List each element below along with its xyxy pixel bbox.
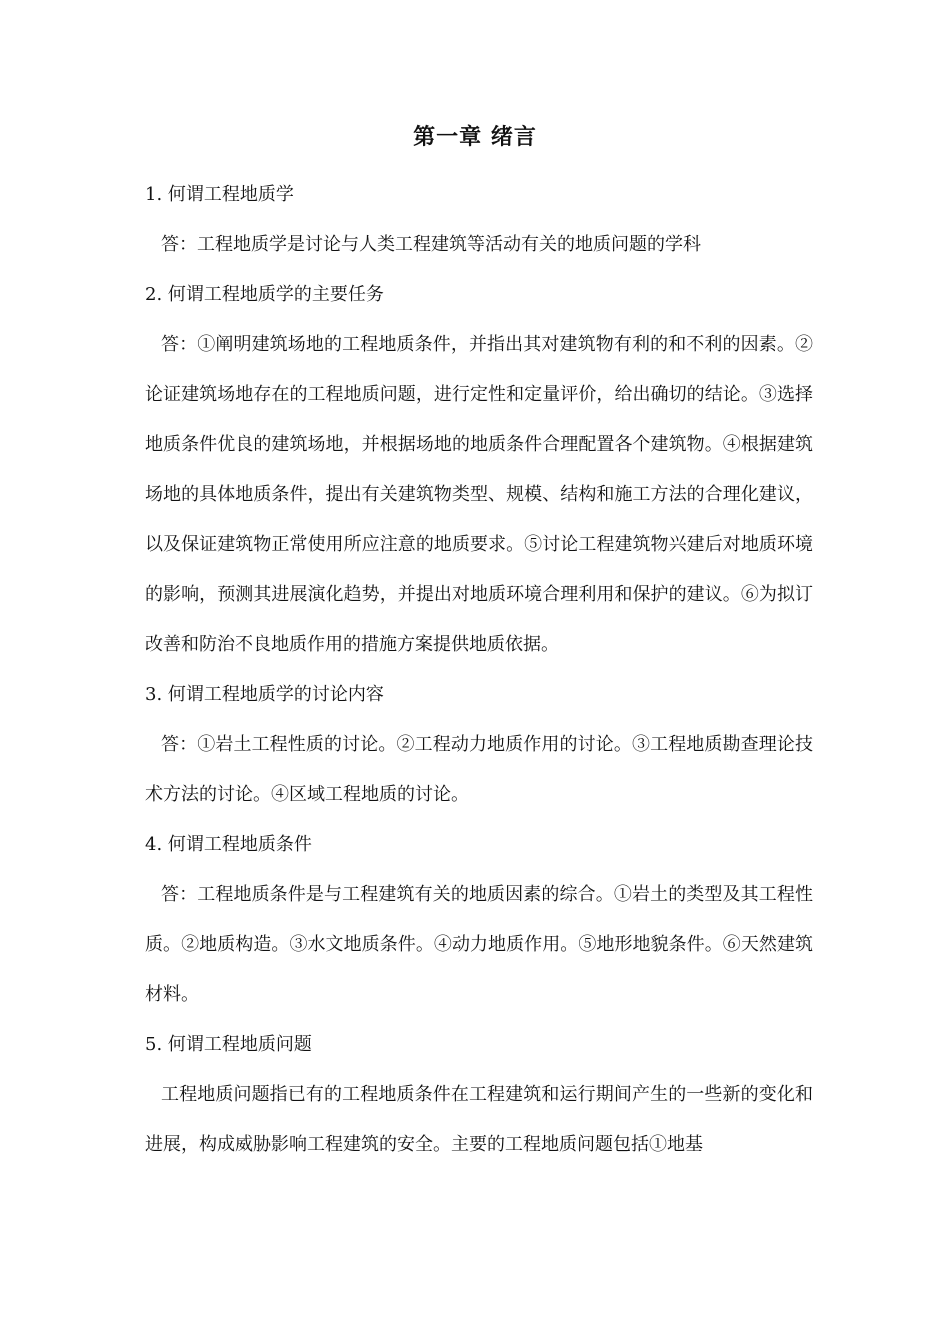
answer-1: 答：工程地质学是讨论与人类工程建筑等活动有关的地质问题的学科 — [161, 234, 701, 255]
answer-5: 工程地质问题指已有的工程地质条件在工程建筑和运行期间产生的一些新的变化和进展，构成威胁影响工程建筑的安全。主要的工程地质问题包括①地基 — [145, 1084, 813, 1155]
question-4: 4. 何谓工程地质条件 — [145, 834, 312, 855]
question-2: 2. 何谓工程地质学的主要任务 — [145, 284, 384, 305]
question-1: 1. 何谓工程地质学 — [145, 184, 294, 205]
document-body — [145, 170, 813, 1170]
qa-section-2 — [145, 270, 813, 670]
qa-section-3 — [145, 670, 813, 820]
qa-section-5 — [145, 1020, 813, 1170]
answer-3: 答：①岩土工程性质的讨论。②工程动力地质作用的讨论。③工程地质勘查理论技术方法的讨论。④区域工程地质的讨论。 — [145, 734, 813, 805]
question-3: 3. 何谓工程地质学的讨论内容 — [145, 684, 384, 705]
qa-section-1 — [145, 170, 813, 270]
question-5: 5. 何谓工程地质问题 — [145, 1034, 312, 1055]
answer-4: 答：工程地质条件是与工程建筑有关的地质因素的综合。①岩土的类型及其工程性质。②地质构造。③水文地质条件。④动力地质作用。⑤地形地貌条件。⑥天然建筑材料。 — [145, 884, 813, 1005]
qa-section-4 — [145, 820, 813, 1020]
answer-2: 答：①阐明建筑场地的工程地质条件，并指出其对建筑物有利的和不利的因素。②论证建筑场地存在的工程地质问题，进行定性和定量评价，给出确切的结论。③选择地质条件优良的建筑场地，并根据场地的地质条件合理配置各个建筑物。④根据建筑场地的具体地质条件，提出有关建筑物类型、规模、结构和施工方法的合理化建议，以及保证建筑物正常使用所应注意的地质要求。⑤讨论工程建筑物兴建后对地质环境的影响，预测其进展演化趋势，并提出对地质环境合理利用和保护的建议。⑥为拟订改善和防治不良地质作用的措施方案提供地质依据。 — [145, 334, 813, 655]
chapter-title: 第一章 绪言 — [413, 124, 537, 150]
